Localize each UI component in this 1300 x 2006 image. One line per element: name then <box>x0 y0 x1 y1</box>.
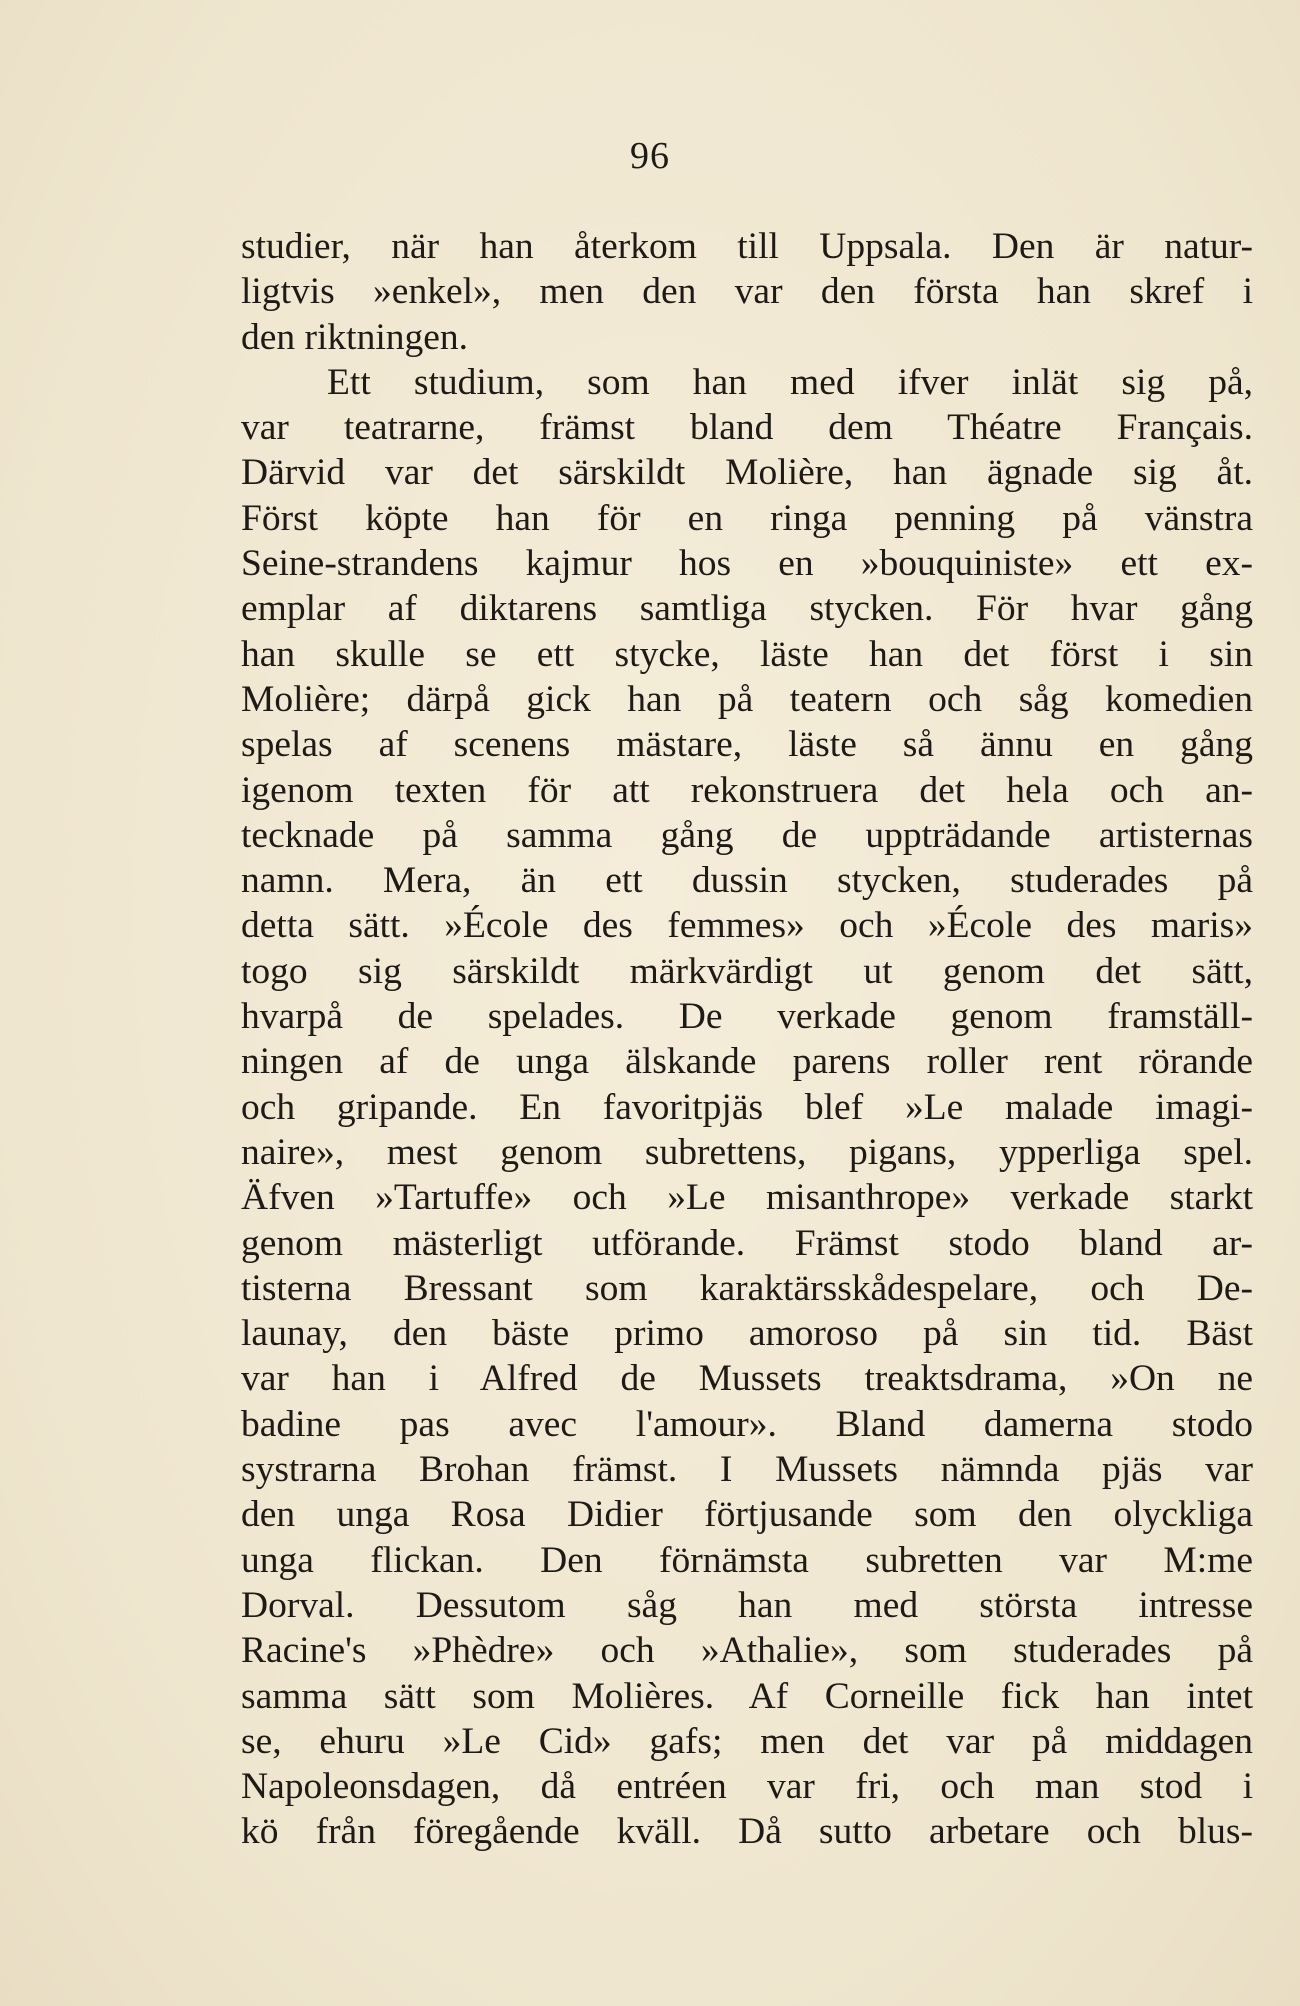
text-line: togo sig särskildt märkvärdigt ut genom det sätt, <box>241 950 1253 992</box>
text-line: detta sätt. »École des femmes» och »École des maris» <box>241 905 1253 947</box>
text-line: tisterna Bressant som karaktärsskådespelare, och De- <box>241 1267 1253 1309</box>
text-line: den unga Rosa Didier förtjusande som den olyckliga <box>241 1494 1253 1536</box>
text-line: Ett studium, som han med ifver inlät sig på, <box>327 361 1253 403</box>
text-line: launay, den bäste primo amoroso på sin tid. Bäst <box>241 1313 1253 1355</box>
text-line: den riktningen. <box>241 316 469 358</box>
text-line: hvarpå de spelades. De verkade genom framställ- <box>241 996 1253 1038</box>
body-text <box>241 224 1253 1855</box>
text-line: kö från föregående kväll. Då sutto arbetare och blus- <box>241 1811 1253 1853</box>
text-line: ningen af de unga älskande parens roller rent rörande <box>241 1041 1253 1083</box>
text-line: igenom texten för att rekonstruera det hela och an- <box>241 769 1253 811</box>
text-line: systrarna Brohan främst. I Mussets nämnda pjäs var <box>241 1449 1253 1491</box>
text-line: emplar af diktarens samtliga stycken. För hvar gång <box>241 588 1253 630</box>
text-line: studier, när han återkom till Uppsala. Den är natur- <box>241 226 1253 267</box>
text-line: Napoleonsdagen, då entréen var fri, och man stod i <box>241 1766 1253 1808</box>
text-line: Seine-strandens kajmur hos en »bouquiniste» ett ex- <box>241 543 1253 585</box>
text-line: genom mästerligt utförande. Främst stodo bland ar- <box>241 1222 1253 1264</box>
page-number: 96 <box>630 135 670 177</box>
text-line: Därvid var det särskildt Molière, han ägnade sig åt. <box>241 452 1253 494</box>
text-line: naire», mest genom subrettens, pigans, ypperliga spel. <box>241 1131 1253 1173</box>
text-line: Äfven »Tartuffe» och »Le misanthrope» verkade starkt <box>241 1177 1253 1219</box>
text-line: samma sätt som Molières. Af Corneille fick han intet <box>241 1675 1253 1717</box>
text-line: han skulle se ett stycke, läste han det först i sin <box>241 633 1253 675</box>
text-line: tecknade på samma gång de uppträdande artisternas <box>241 814 1253 856</box>
text-line: och gripande. En favoritpjäs blef »Le malade imagi- <box>241 1086 1253 1128</box>
text-line: var han i Alfred de Mussets treaktsdrama, »On ne <box>241 1358 1253 1400</box>
text-line: Först köpte han för en ringa penning på vänstra <box>241 497 1253 539</box>
text-line: namn. Mera, än ett dussin stycken, studerades på <box>241 860 1253 902</box>
text-line: se, ehuru »Le Cid» gafs; men det var på middagen <box>241 1720 1253 1762</box>
text-line: Dorval. Dessutom såg han med största intresse <box>241 1584 1253 1626</box>
text-line: Molière; därpå gick han på teatern och såg komedien <box>241 678 1253 720</box>
text-line: badine pas avec l'amour». Bland damerna stodo <box>241 1403 1253 1445</box>
text-line: spelas af scenens mästare, läste så ännu en gång <box>241 724 1253 766</box>
text-line: ligtvis »enkel», men den var den första han skref i <box>241 271 1253 313</box>
text-line: var teatrarne, främst bland dem Théatre Français. <box>241 407 1253 449</box>
text-line: unga flickan. Den förnämsta subretten var M:me <box>241 1539 1253 1581</box>
text-line: Racine's »Phèdre» och »Athalie», som studerades på <box>241 1630 1253 1672</box>
